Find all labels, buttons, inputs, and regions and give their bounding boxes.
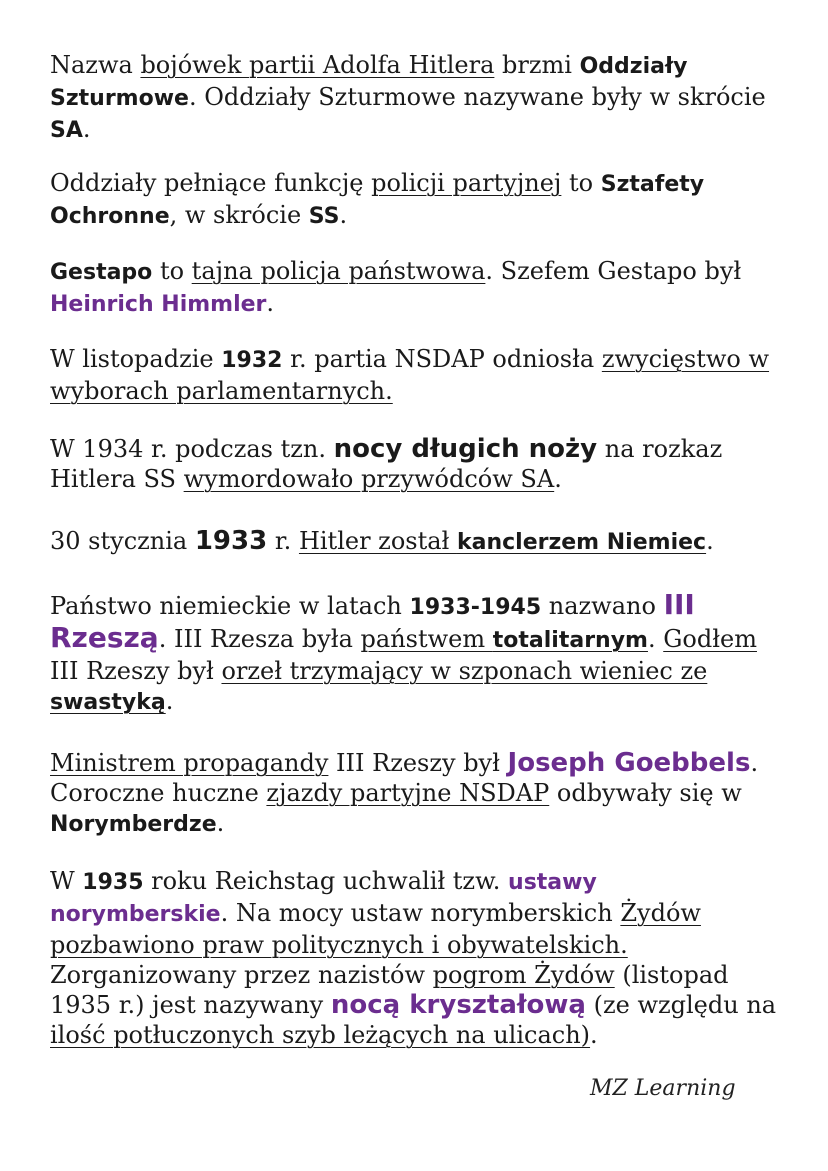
underlined-text: Żydów pozbawiono praw politycznych i obywatelskich. bbox=[50, 899, 701, 959]
text: Państwo niemieckie w latach bbox=[50, 592, 410, 620]
text: . Coroczne huczne bbox=[50, 749, 759, 807]
text: . bbox=[590, 1021, 598, 1049]
text: W listopadzie bbox=[50, 345, 222, 373]
bold-term: kanclerzem Niemiec bbox=[456, 530, 707, 555]
text: (ze względu na bbox=[585, 991, 777, 1019]
bold-term: swastyką bbox=[50, 690, 166, 715]
bold-term: totalitarnym bbox=[492, 628, 648, 653]
text: na rozkaz Hitlera SS bbox=[50, 435, 723, 493]
text: państwem bbox=[360, 625, 493, 653]
bold-term: 1935 bbox=[82, 870, 144, 895]
text: . bbox=[339, 201, 348, 229]
text: Hitler został bbox=[298, 527, 457, 555]
highlighted-name: Joseph Goebbels bbox=[507, 748, 751, 778]
text: W bbox=[50, 867, 83, 895]
text: Oddziały pełniące funkcję bbox=[50, 169, 372, 197]
text: to bbox=[561, 169, 601, 197]
underlined-text bbox=[299, 527, 706, 555]
text: orzeł trzymający w szponach wieniec ze bbox=[221, 657, 708, 685]
underlined-text: pogrom Żydów bbox=[432, 961, 615, 989]
text: . bbox=[216, 809, 225, 837]
text: . bbox=[82, 115, 91, 143]
text: (listopad 1935 r.) jest nazywany bbox=[50, 961, 729, 1019]
text: roku Reichstag uchwalił tzw. bbox=[143, 867, 509, 895]
text: III Rzeszy był bbox=[50, 657, 222, 685]
text: . Szefem Gestapo był bbox=[485, 257, 742, 285]
bold-term: Oddziały Szturmowe bbox=[50, 54, 688, 111]
underlined-text: zjazdy partyjne NSDAP bbox=[266, 779, 550, 807]
bold-term: Gestapo bbox=[50, 260, 153, 285]
text: to bbox=[152, 257, 192, 285]
text: , w skrócie bbox=[169, 201, 309, 229]
text: . bbox=[706, 527, 714, 555]
text: r. partia NSDAP odniosła bbox=[282, 345, 602, 373]
paragraph-sa bbox=[50, 50, 780, 146]
bold-term: 1932 bbox=[221, 348, 283, 373]
text: . III Rzesza była bbox=[158, 625, 361, 653]
paragraph-1933 bbox=[50, 526, 780, 558]
paragraph-third-reich bbox=[50, 590, 780, 718]
paragraph-goebbels bbox=[50, 748, 780, 840]
bold-term: Norymberdze bbox=[50, 812, 217, 837]
text: III Rzeszy był bbox=[328, 749, 508, 777]
underlined-text: ilość potłuczonych szyb leżących na ulicach) bbox=[50, 1021, 591, 1049]
text: Nazwa bbox=[50, 51, 141, 79]
text: . bbox=[554, 465, 562, 493]
underlined-text: tajna policja państwowa bbox=[191, 257, 486, 285]
text: Zorganizowany przez nazistów bbox=[50, 961, 433, 989]
text: . bbox=[266, 289, 275, 317]
underlined-text: Ministrem propagandy bbox=[50, 749, 329, 777]
signature: MZ Learning bbox=[590, 1076, 736, 1101]
text: . Oddziały Szturmowe nazywane były w skrócie bbox=[188, 83, 766, 111]
text: . bbox=[647, 625, 664, 653]
underlined-text: bojówek partii Adolfa Hitlera bbox=[140, 51, 495, 79]
text: r. bbox=[267, 527, 299, 555]
underlined-text: policji partyjnej bbox=[371, 169, 562, 197]
paragraph-ss bbox=[50, 168, 780, 232]
paragraph-1935 bbox=[50, 866, 780, 1050]
underlined-text: wymordowało przywódców SA bbox=[183, 465, 555, 493]
paragraph-1934 bbox=[50, 434, 780, 494]
paragraph-1932 bbox=[50, 344, 780, 406]
highlighted-name: III Rzeszą bbox=[50, 588, 695, 654]
text: brzmi bbox=[494, 51, 580, 79]
text: W 1934 r. podczas tzn. bbox=[50, 435, 334, 463]
text: . Na mocy ustaw norymberskich bbox=[220, 899, 621, 927]
text: . bbox=[165, 687, 174, 715]
text: odbywały się w bbox=[549, 779, 742, 807]
highlighted-name: Heinrich Himmler bbox=[50, 292, 267, 317]
text: nazwano bbox=[541, 592, 664, 620]
underlined-text: zwycięstwo w wyborach parlamentarnych. bbox=[50, 345, 770, 405]
highlighted-name: ustawy norymberskie bbox=[50, 870, 597, 927]
bold-term: SS bbox=[308, 204, 340, 229]
bold-term: nocy długich noży bbox=[333, 434, 598, 464]
underlined-text bbox=[361, 625, 648, 653]
paragraph-gestapo bbox=[50, 256, 780, 320]
bold-term: SA bbox=[50, 118, 83, 143]
highlighted-name: nocą kryształową bbox=[330, 990, 586, 1020]
underlined-text: Godłem bbox=[663, 625, 757, 653]
text: 30 stycznia bbox=[50, 527, 195, 555]
bold-term: 1933 bbox=[194, 526, 268, 556]
bold-term: 1933-1945 bbox=[409, 595, 542, 620]
bold-term: Sztafety Ochronne bbox=[50, 172, 705, 229]
